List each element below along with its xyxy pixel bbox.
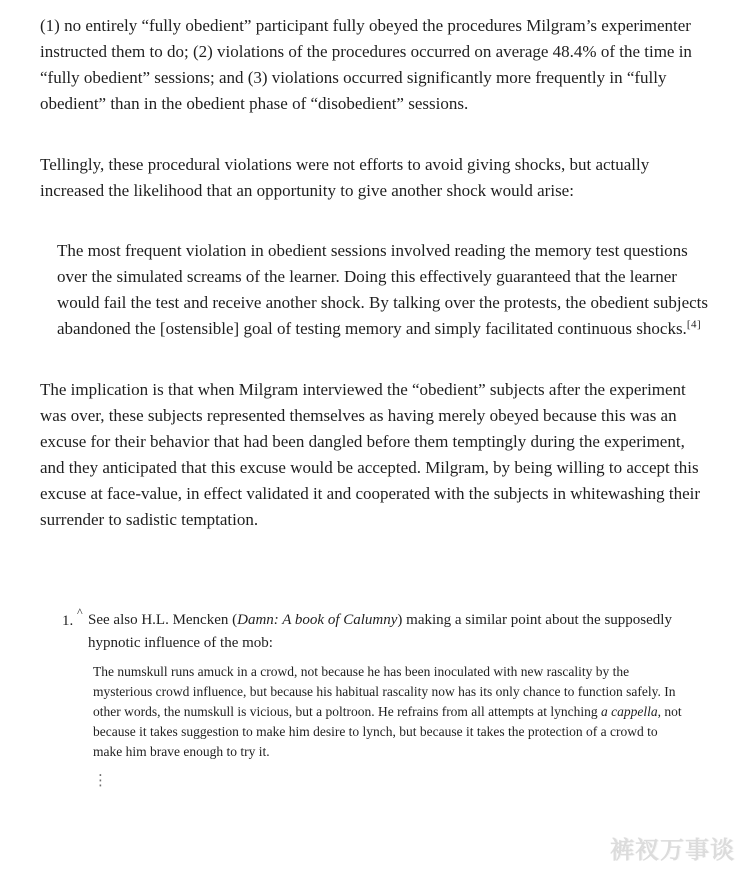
paragraph-numbered-findings: (1) no entirely “fully obedient” participant fully obeyed the procedures Milgram’s experimenter instructed them to do; (2) violations of the procedures occurred on average 48.4% of the time in “fully obedient” sessions; and (3) violations occurred significantly more frequently in “fully obedient” than in the obedient phase of “disobedient” sessions.	[40, 16, 692, 113]
footnote-text	[88, 609, 712, 655]
paragraph-implication: The implication is that when Milgram interviewed the “obedient” subjects after the experiment was over, these subjects represented themselves as having merely obeyed because this was an excuse for their behavior that had been dangled before them temptingly during the experiment, and they anticipated that this excuse would be accepted. Milgram, by being willing to accept this excuse at face-value, in effect validated it and cooperated with the subjects in whitewashing their surrender to sadistic temptation.	[40, 380, 701, 529]
watermark: 裤衩万事谈	[610, 836, 735, 864]
footnote-text-before: See also H.L. Mencken (	[88, 612, 238, 628]
footnote-text-after: ) making a similar point about the supposedly hypnotic influence of the mob:	[88, 612, 672, 651]
footnote-quote-before: The numskull runs amuck in a crowd, not because he has been inoculated with new rascality by the mysterious crowd influence, but because his habitual rascality now has its only chance to function safely. In other words, the numskull is vicious, but a poltroon. He refrains from all attempts at lynching	[93, 664, 676, 719]
blockquote-obedient-sessions	[57, 238, 712, 342]
footnote-quote-after: , not because it takes suggestion to make him desire to lynch, but because it takes the protection of a crowd to make him brave enough to try it.	[93, 704, 682, 759]
collapsed-content-ellipsis: ⋮	[93, 771, 108, 789]
blockquote-text: The most frequent violation in obedient sessions involved reading the memory test questions over the simulated screams of the learner. Doing this effectively guaranteed that the learner would fail the test and receive another shock. By talking over the protests, the obedient subjects abandoned the [ostensible] goal of testing memory and simply facilitated continuous shocks.	[57, 241, 709, 338]
footnote-item-1	[40, 605, 712, 789]
footnote-book-title: Damn: A book of Calumny	[237, 612, 398, 628]
footnote-quote-mencken	[93, 662, 686, 762]
paragraph-tellingly: Tellingly, these procedural violations were not efforts to avoid giving shocks, but actually increased the likelihood that an opportunity to give another shock would arise:	[40, 155, 650, 200]
footnotes-section	[40, 605, 712, 789]
footnote-ref-4-link[interactable]: [4]	[686, 318, 702, 331]
footnote-backlink-caret[interactable]: ^	[77, 605, 83, 619]
footnote-number: 1.	[62, 613, 74, 629]
footnote-quote-italic: a cappella	[601, 704, 658, 719]
